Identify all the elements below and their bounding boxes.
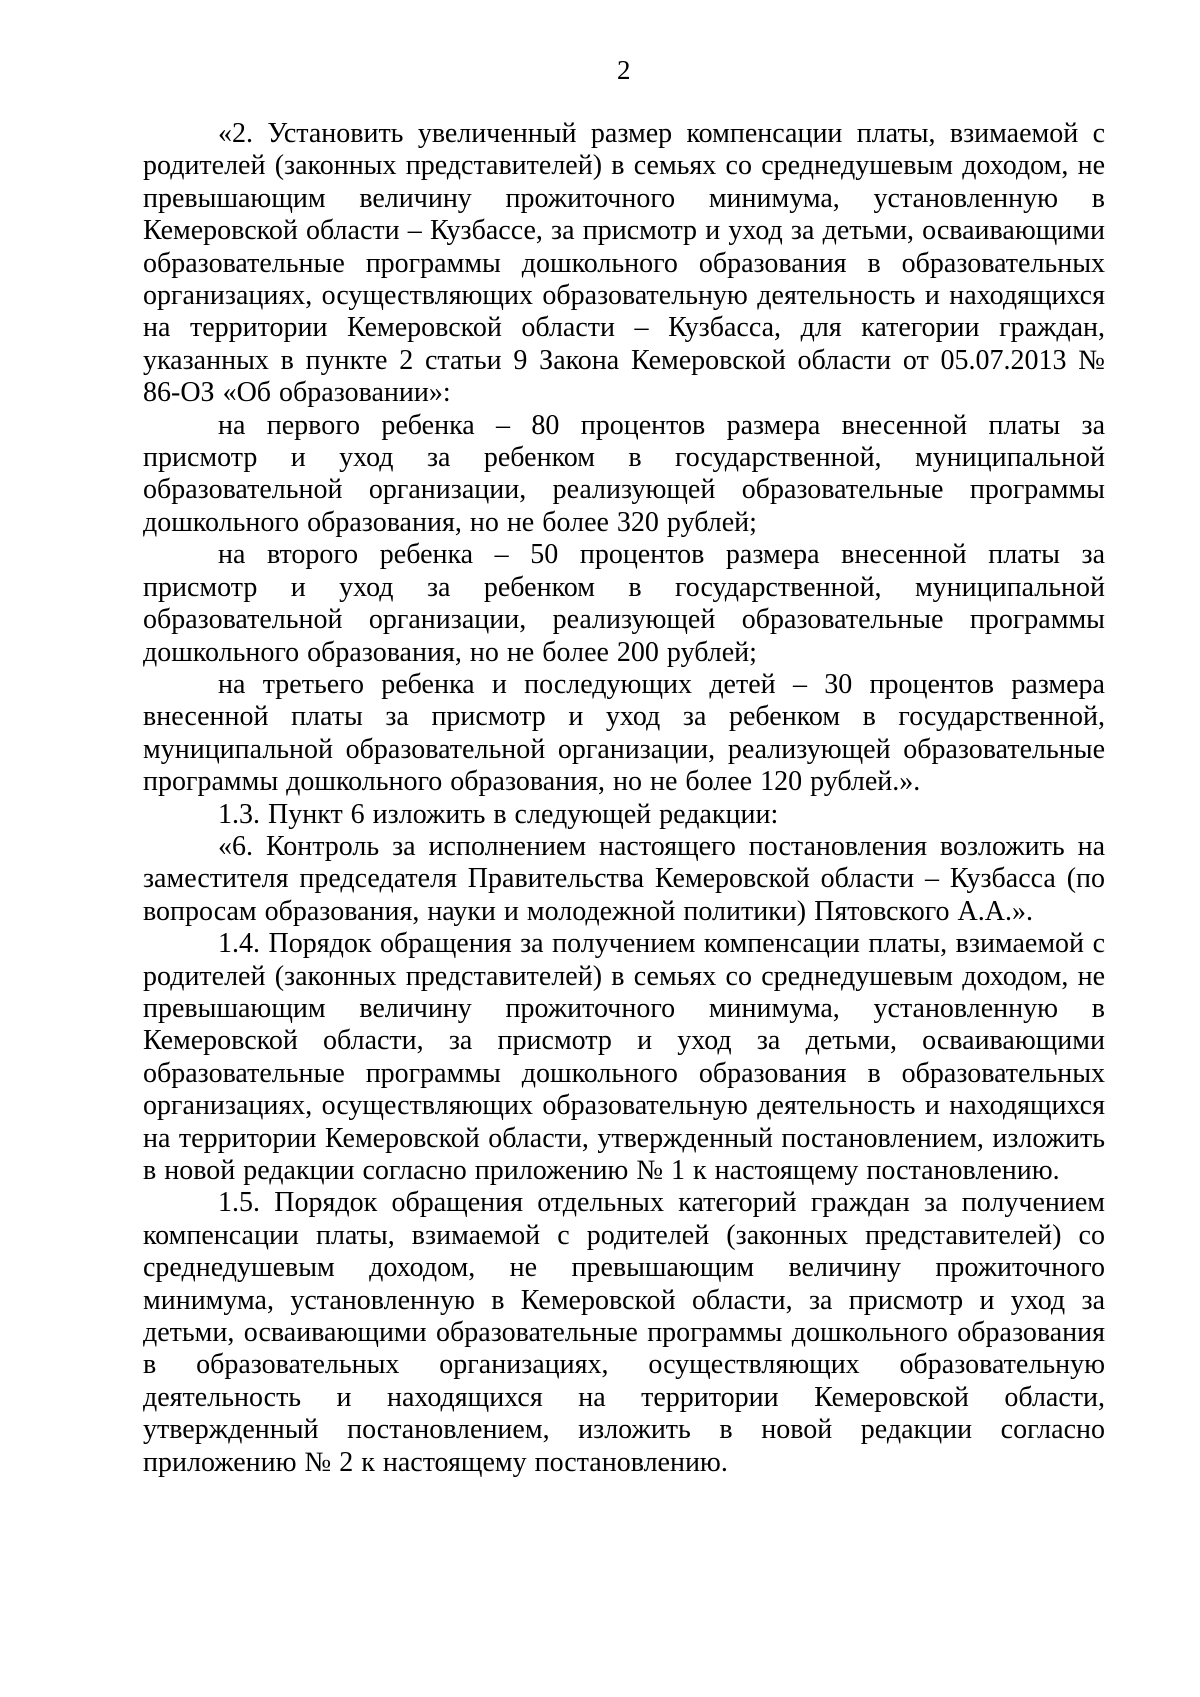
paragraph-first-child-rate: на первого ребенка – 80 процентов размера внесенной платы за присмотр и уход за ребенком в государственной, муниципальной образовательной организации, реализующей образовательные программы дошкольного образования, но не более 320 рублей; <box>143 409 1105 538</box>
page-number: 2 <box>617 55 631 85</box>
paragraph-1-5: 1.5. Порядок обращения отдельных категорий граждан за получением компенсации платы, взимаемой с родителей (законных представителей) со среднедушевым доходом, не превышающим величину прожиточного минимума, установленную в Кемеровской области, за присмотр и уход за детьми, осваивающими образовательные программы дошкольного образования в образовательных организациях, осуществляющих образовательную деятельность и находящихся на территории Кемеровской области, утвержденный постановлением, изложить в новой редакции согласно приложению № 2 к настоящему постановлению. <box>143 1187 1105 1478</box>
paragraph-1-4: 1.4. Порядок обращения за получением компенсации платы, взимаемой с родителей (законных представителей) в семьях со среднедушевым доходом, не превышающим величину прожиточного минимума, установленную в Кемеровской области, за присмотр и уход за детьми, осваивающими образовательные программы дошкольного образования в образовательных организациях, осуществляющих образовательную деятельность и находящихся на территории Кемеровской области, утвержденный постановлением, изложить в новой редакции согласно приложению № 1 к настоящему постановлению. <box>143 928 1105 1186</box>
paragraph-2-ustanovit: «2. Установить увеличенный размер компенсации платы, взимаемой с родителей (законных представителей) в семьях со среднедушевым доходом, не превышающим величину прожиточного минимума, установленную в Кемеровской области – Кузбассе, за присмотр и уход за детьми, осваивающими образовательные программы дошкольного образования в образовательных организациях, осуществляющих образовательную деятельность и находящихся на территории Кемеровской области – Кузбасса, для категории граждан, указанных в пункте 2 статьи 9 Закона Кемеровской области от 05.07.2013 № 86-ОЗ «Об образовании»: <box>143 118 1105 409</box>
document-body <box>143 118 1105 1479</box>
paragraph-1-3: 1.3. Пункт 6 изложить в следующей редакции: <box>218 798 779 830</box>
paragraph-third-child-rate: на третьего ребенка и последующих детей – 30 процентов размера внесенной платы за присмотр и уход за ребенком в государственной, муниципальной образовательной организации, реализующей образовательные программы дошкольного образования, но не более 120 рублей.». <box>143 668 1105 798</box>
paragraph-6-control: «6. Контроль за исполнением настоящего постановления возложить на заместителя председателя Правительства Кемеровской области – Кузбасса (по вопросам образования, науки и молодежной политики) Пятовского А.А.». <box>143 830 1105 927</box>
paragraph-second-child-rate: на второго ребенка – 50 процентов размера внесенной платы за присмотр и уход за ребенком в государственной, муниципальной образовательной организации, реализующей образовательные программы дошкольного образования, но не более 200 рублей; <box>143 539 1105 668</box>
